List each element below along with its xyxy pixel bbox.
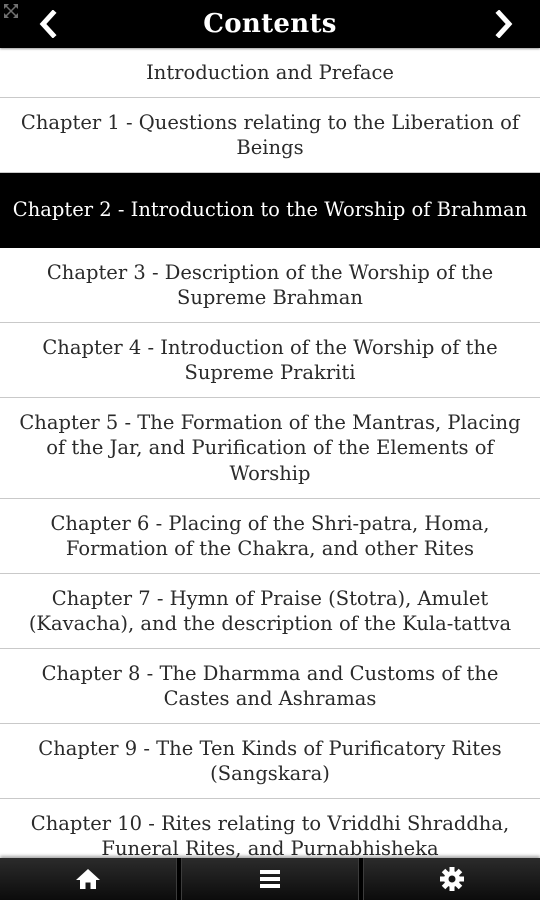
list-item-label: Chapter 5 - The Formation of the Mantras, Placing of the Jar, and Purification of the Elements of Worship	[19, 410, 521, 485]
list-item-label: Chapter 4 - Introduction of the Worship of the Supreme Prakriti	[42, 335, 498, 384]
gear-icon	[439, 866, 465, 892]
list-item-chapter-7[interactable]	[0, 574, 540, 649]
list-item-chapter-10[interactable]	[0, 799, 540, 858]
top-bar	[0, 0, 540, 48]
list-item-chapter-5[interactable]	[0, 398, 540, 499]
bottom-toolbar	[0, 858, 540, 900]
list-item-chapter-4[interactable]	[0, 323, 540, 398]
list-item-chapter-3[interactable]	[0, 248, 540, 323]
list-item-label: Chapter 6 - Placing of the Shri-patra, Homa, Formation of the Chakra, and other Rites	[50, 511, 490, 560]
list-item-chapter-2[interactable]	[0, 173, 540, 248]
list-item-chapter-1[interactable]	[0, 98, 540, 173]
list-item-label: Chapter 10 - Rites relating to Vriddhi Shraddha, Funeral Rites, and Purnabhisheka	[30, 811, 510, 858]
list-item-chapter-6[interactable]	[0, 499, 540, 574]
list-item-label: Chapter 9 - The Ten Kinds of Purificatory Rites (Sangskara)	[38, 736, 502, 785]
chevron-left-icon	[38, 10, 58, 38]
chevron-right-icon	[494, 10, 514, 38]
settings-button[interactable]	[363, 858, 540, 900]
previous-button[interactable]	[24, 0, 72, 48]
list-item-chapter-8[interactable]	[0, 649, 540, 724]
menu-icon	[259, 868, 281, 890]
page-title: Contents	[203, 9, 337, 39]
list-item-label: Chapter 8 - The Dharmma and Customs of the Castes and Ashramas	[41, 661, 499, 710]
contents-list[interactable]	[0, 48, 540, 858]
list-item-label: Chapter 7 - Hymn of Praise (Stotra), Amulet (Kavacha), and the description of the Kula-tattva	[28, 586, 512, 635]
menu-button[interactable]	[181, 858, 359, 900]
list-item-introduction[interactable]	[0, 48, 540, 98]
next-button[interactable]	[480, 0, 528, 48]
list-item-label: Chapter 2 - Introduction to the Worship of Brahman	[12, 198, 528, 222]
home-icon	[75, 867, 101, 891]
list-item-label: Chapter 3 - Description of the Worship of the Supreme Brahman	[46, 260, 494, 309]
list-item-chapter-9[interactable]	[0, 724, 540, 799]
home-button[interactable]	[0, 858, 177, 900]
expand-icon[interactable]	[2, 2, 20, 20]
list-item-label: Chapter 1 - Questions relating to the Liberation of Beings	[20, 110, 520, 159]
list-item-label: Introduction and Preface	[146, 60, 394, 84]
